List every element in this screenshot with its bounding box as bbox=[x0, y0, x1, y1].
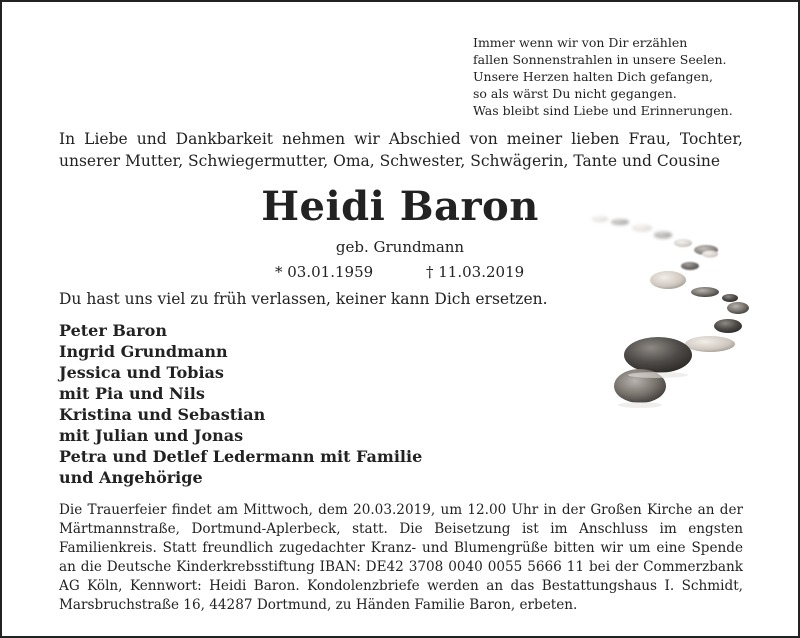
funeral-line: AG Köln, Kennwort: Heidi Baron. Kondolenzbriefe werden an das Bestattungshaus I. Schmidt, bbox=[59, 578, 743, 594]
deceased-name: Heidi Baron bbox=[261, 183, 539, 230]
funeral-line: Märtmannstraße, Dortmund-Aplerbeck, statt. Die Beisetzung ist im Anschluss im engsten bbox=[59, 521, 743, 537]
poem-line: Unsere Herzen halten Dich gefangen, bbox=[473, 69, 713, 84]
death-date: † 11.03.2019 bbox=[426, 263, 525, 281]
funeral-line: Familienkreis. Statt freundlich zugedachter Kranz- und Blumengrüße bitten wir um eine Spende bbox=[59, 540, 743, 556]
intro-text bbox=[59, 128, 743, 172]
poem bbox=[473, 34, 773, 119]
poem-line: Was bleibt sind Liebe und Erinnerungen. bbox=[473, 103, 733, 118]
intro-line: In Liebe und Dankbarkeit nehmen wir Abschied von meiner lieben Frau, Tochter, bbox=[59, 130, 743, 148]
family-member: mit Julian und Jonas bbox=[59, 426, 244, 445]
funeral-notice bbox=[59, 501, 743, 615]
funeral-line: Die Trauerfeier findet am Mittwoch, dem 20.03.2019, um 12.00 Uhr in der Großen Kirche an der bbox=[59, 502, 743, 518]
poem-line: so als wärst Du nicht gegangen. bbox=[473, 86, 677, 101]
poem-line: Immer wenn wir von Dir erzählen bbox=[473, 35, 688, 50]
funeral-line: an die Deutsche Kinderkrebsstiftung IBAN: DE42 3708 0040 0055 5666 11 bei der Commerzbank bbox=[59, 559, 743, 575]
family-member: Peter Baron bbox=[59, 321, 167, 340]
family-member: Petra und Detlef Ledermann mit Familie bbox=[59, 447, 423, 466]
family-member: und Angehörige bbox=[59, 468, 203, 487]
intro-line: unserer Mutter, Schwiegermutter, Oma, Schwester, Schwägerin, Tante und Cousine bbox=[59, 152, 721, 170]
family-list bbox=[59, 320, 422, 488]
maiden-name: geb. Grundmann bbox=[335, 238, 465, 256]
stones-path-image bbox=[560, 200, 800, 420]
family-member: Ingrid Grundmann bbox=[59, 342, 228, 361]
family-member: Jessica und Tobias bbox=[59, 363, 224, 382]
family-member: mit Pia und Nils bbox=[59, 384, 205, 403]
farewell-text: Du hast uns viel zu früh verlassen, keiner kann Dich ersetzen. bbox=[59, 290, 548, 308]
poem-line: fallen Sonnenstrahlen in unsere Seelen. bbox=[473, 52, 727, 67]
family-member: Kristina und Sebastian bbox=[59, 405, 266, 424]
birth-date: * 03.01.1959 bbox=[275, 263, 374, 281]
funeral-line: Marsbruchstraße 16, 44287 Dortmund, zu Händen Familie Baron, erbeten. bbox=[59, 597, 578, 613]
